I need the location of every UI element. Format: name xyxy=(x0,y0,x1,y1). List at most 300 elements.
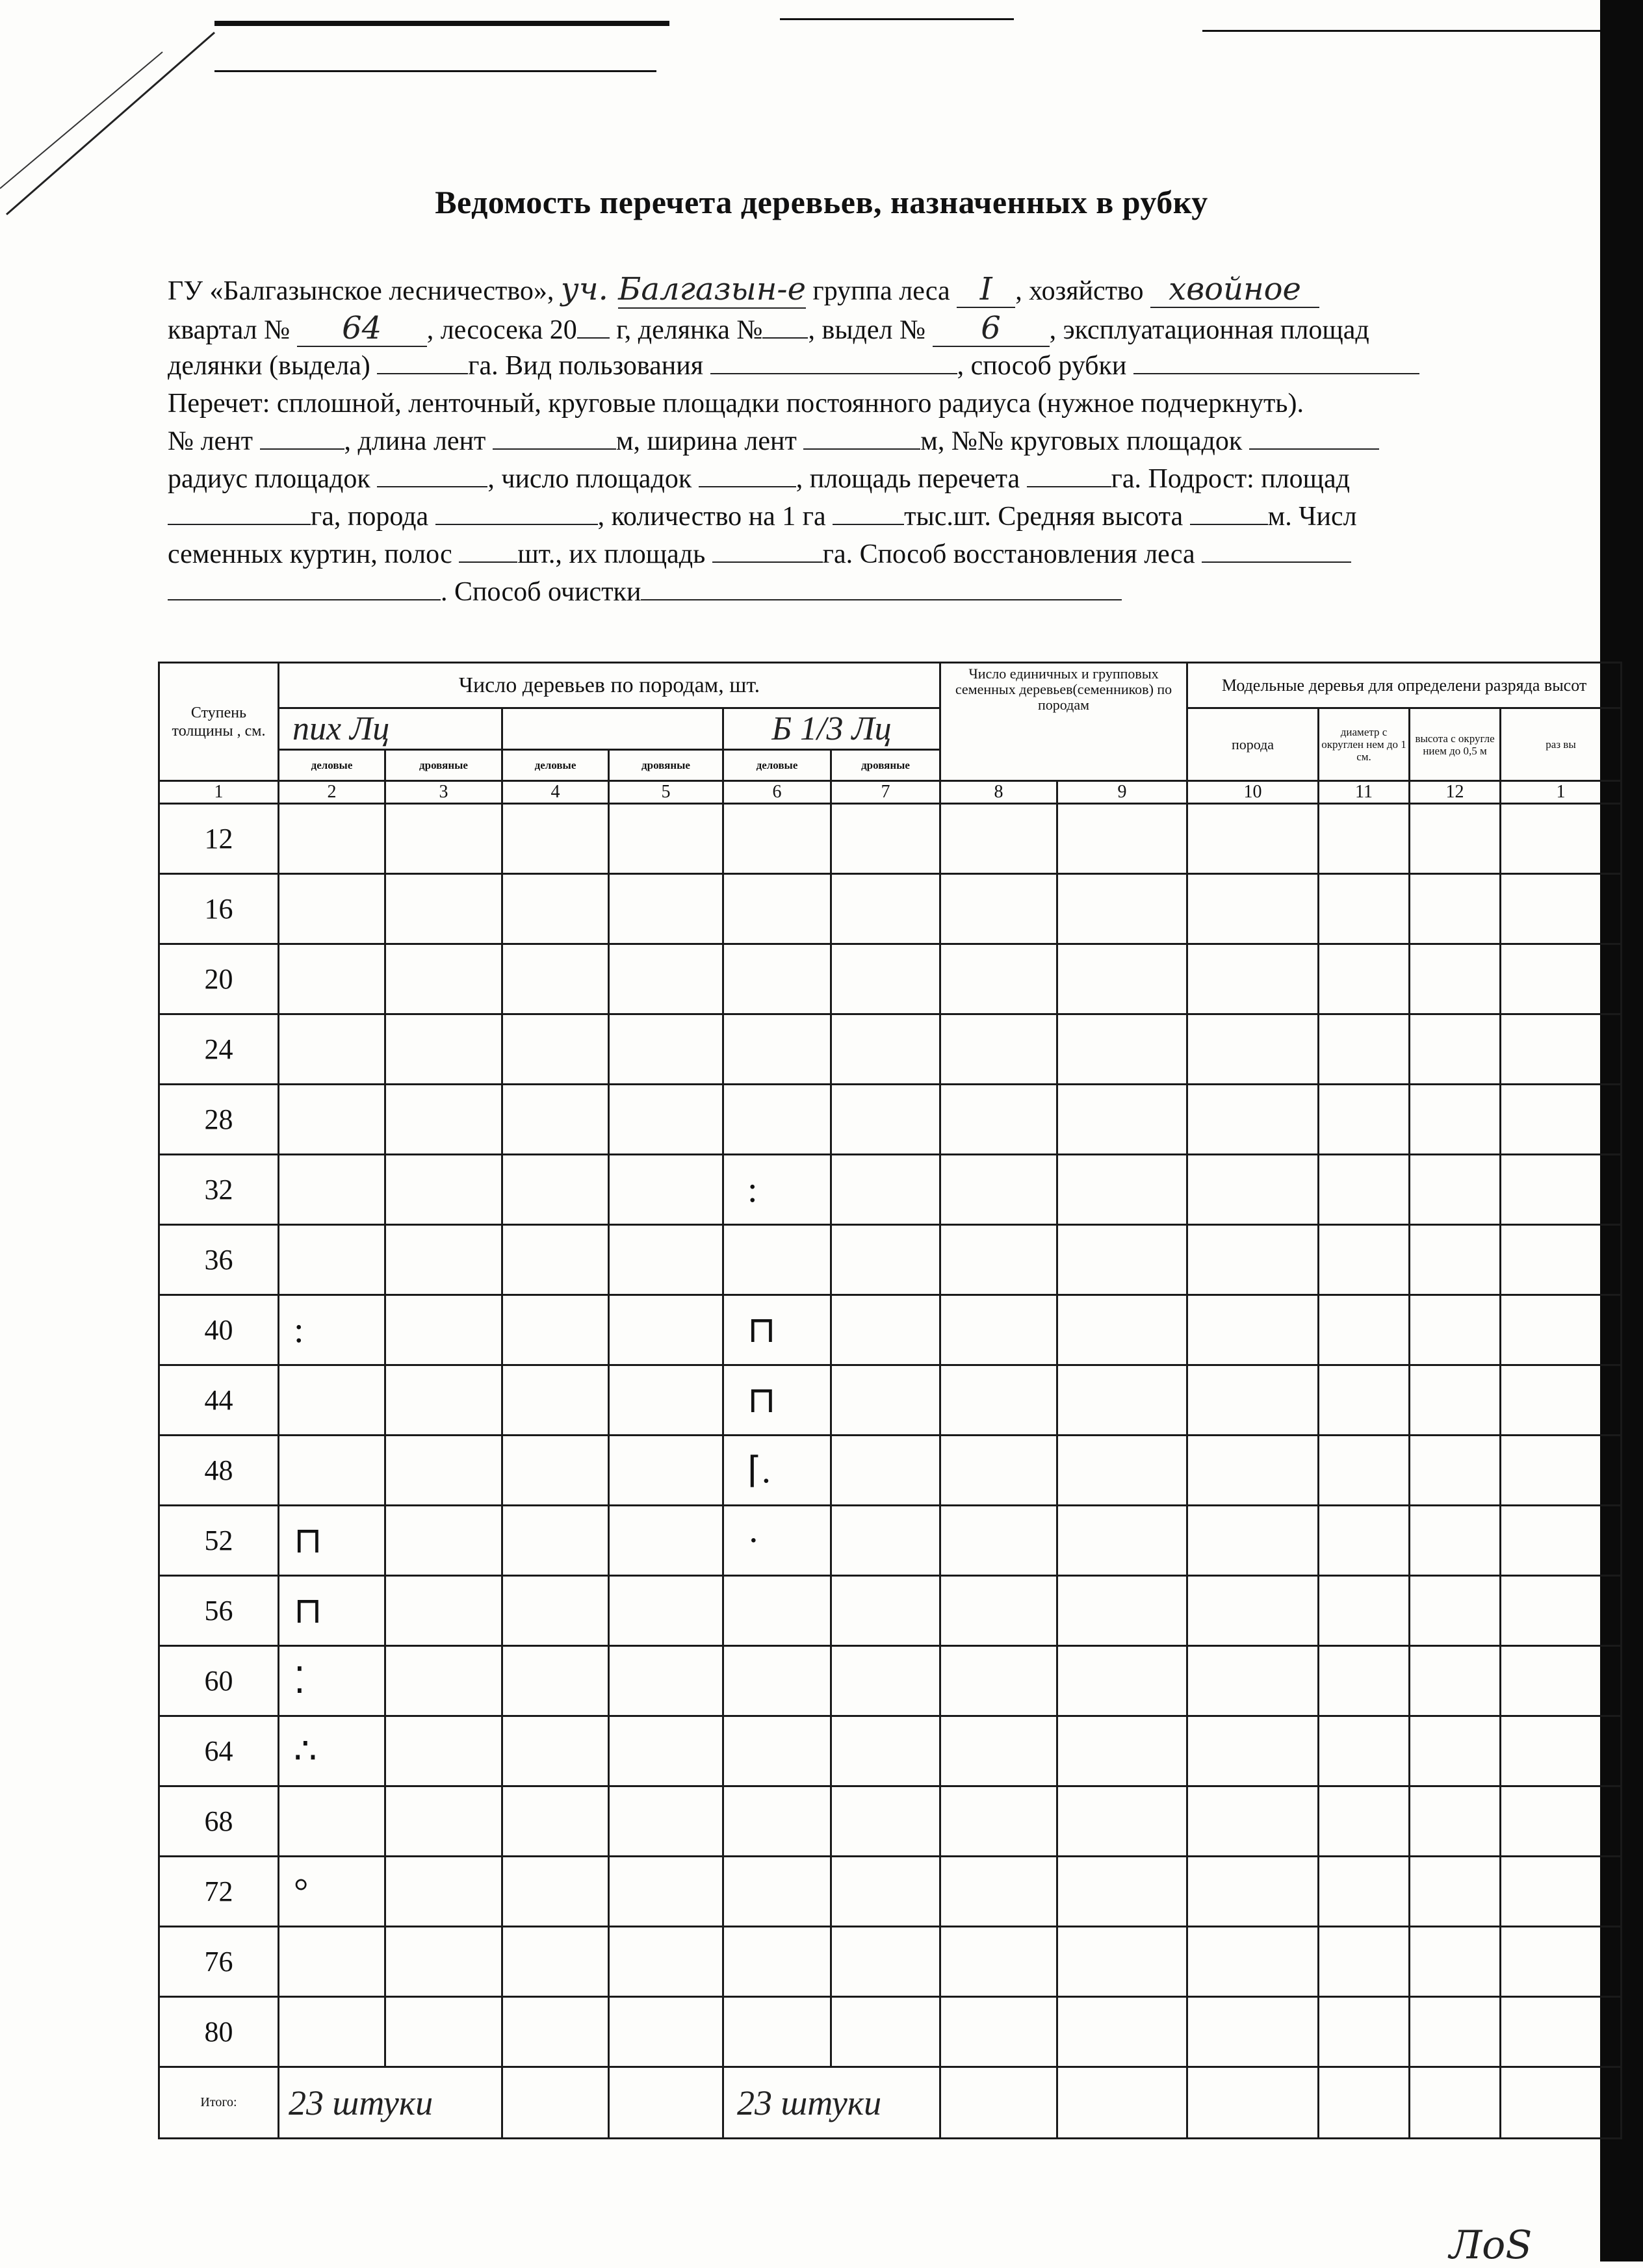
empty-cell xyxy=(1057,1085,1187,1155)
step-value: 68 xyxy=(159,1786,279,1857)
empty-cell xyxy=(831,1365,940,1436)
tally-col6 xyxy=(723,1716,831,1786)
empty-cell xyxy=(831,1576,940,1646)
table-row xyxy=(159,1506,1622,1576)
delyanka-area-label: делянки (выдела) xyxy=(168,351,378,381)
table-row xyxy=(159,1997,1622,2067)
table-body xyxy=(159,804,1622,2067)
undergrowth-area-blank xyxy=(168,502,311,525)
drovyanye-3: дровяные xyxy=(831,750,940,781)
tally-col2: ∴ xyxy=(279,1716,385,1786)
itogo-empty xyxy=(1410,2067,1501,2139)
empty-cell xyxy=(1410,1085,1501,1155)
tally-col6: ⊓ xyxy=(723,1295,831,1365)
table-row xyxy=(159,1365,1622,1436)
empty-cell xyxy=(1057,874,1187,944)
empty-cell xyxy=(1187,1155,1319,1225)
empty-cell xyxy=(1057,1295,1187,1365)
empty-cell xyxy=(1410,1436,1501,1506)
restoration-cont-blank xyxy=(168,577,441,600)
empty-cell xyxy=(831,1716,940,1786)
empty-cell xyxy=(940,874,1057,944)
empty-cell xyxy=(1319,1786,1410,1857)
empty-cell xyxy=(385,1014,502,1085)
usage-type-label: га. Вид пользования xyxy=(468,351,710,381)
empty-cell xyxy=(940,1506,1057,1576)
empty-cell xyxy=(609,804,723,874)
empty-cell xyxy=(1057,1927,1187,1997)
empty-cell xyxy=(385,1857,502,1927)
empty-cell xyxy=(831,1857,940,1927)
table-row xyxy=(159,1436,1622,1506)
tally-col6 xyxy=(723,874,831,944)
scan-artifact-top-right xyxy=(780,18,1014,20)
empty-cell xyxy=(1187,1436,1319,1506)
lent-blank xyxy=(260,426,344,450)
empty-cell xyxy=(940,1576,1057,1646)
empty-cell xyxy=(609,1646,723,1716)
step-value: 16 xyxy=(159,874,279,944)
step-value: 52 xyxy=(159,1506,279,1576)
empty-cell xyxy=(385,944,502,1014)
strips-area-blank xyxy=(712,539,823,563)
empty-cell xyxy=(609,1155,723,1225)
empty-cell xyxy=(1501,1365,1622,1436)
plot-count-label: , число площадок xyxy=(487,464,699,494)
empty-cell xyxy=(1501,1716,1622,1786)
empty-cell xyxy=(1319,1997,1410,2067)
step-value: 72 xyxy=(159,1857,279,1927)
empty-cell xyxy=(385,1576,502,1646)
empty-cell xyxy=(502,1085,609,1155)
tally-col6 xyxy=(723,1857,831,1927)
tally-col6 xyxy=(723,1085,831,1155)
empty-cell xyxy=(1410,1225,1501,1295)
table-row xyxy=(159,1085,1622,1155)
table-row xyxy=(159,1576,1622,1646)
header-line-2 xyxy=(168,311,1643,348)
empty-cell xyxy=(940,1225,1057,1295)
col-number: 6 xyxy=(723,781,831,804)
empty-cell xyxy=(1501,1295,1622,1365)
empty-cell xyxy=(609,1576,723,1646)
tally-col6 xyxy=(723,1576,831,1646)
species-3: Б 1/3 Лц xyxy=(723,708,940,750)
empty-cell xyxy=(1057,1786,1187,1857)
forest-group-label: группа леса xyxy=(812,276,957,306)
col-step-header: Ступень толщины , см. xyxy=(159,663,279,781)
empty-cell xyxy=(1319,1014,1410,1085)
empty-cell xyxy=(940,1857,1057,1927)
empty-cell xyxy=(1057,1716,1187,1786)
table-row xyxy=(159,1014,1622,1085)
empty-cell xyxy=(1501,1225,1622,1295)
page-title: Ведомость перечета деревьев, назначенных в рубку xyxy=(435,184,1208,220)
empty-cell xyxy=(1319,1365,1410,1436)
empty-cell xyxy=(831,1014,940,1085)
empty-cell xyxy=(1187,804,1319,874)
cutting-method-label: , способ рубки xyxy=(957,351,1133,381)
empty-cell xyxy=(385,874,502,944)
empty-cell xyxy=(502,1014,609,1085)
empty-cell xyxy=(385,1716,502,1786)
empty-cell xyxy=(1410,1857,1501,1927)
empty-cell xyxy=(1410,1506,1501,1576)
delovye-1: деловые xyxy=(279,750,385,781)
empty-cell xyxy=(1410,1716,1501,1786)
table-row xyxy=(159,944,1622,1014)
tally-col2 xyxy=(279,1014,385,1085)
empty-cell xyxy=(940,1436,1057,1506)
empty-cell xyxy=(1057,1436,1187,1506)
uch-value: Балгазын-е xyxy=(618,271,806,307)
table-row xyxy=(159,804,1622,874)
step-value: 24 xyxy=(159,1014,279,1085)
empty-cell xyxy=(1410,1155,1501,1225)
usage-blank xyxy=(710,351,957,374)
itogo-empty xyxy=(1187,2067,1319,2139)
empty-cell xyxy=(1319,1927,1410,1997)
empty-cell xyxy=(831,1786,940,1857)
table-row xyxy=(159,1225,1622,1295)
step-value: 80 xyxy=(159,1997,279,2067)
header-line-9 xyxy=(168,574,1643,610)
empty-cell xyxy=(1319,1716,1410,1786)
avg-height-label: тыс.шт. Средняя высота xyxy=(904,502,1190,532)
empty-cell xyxy=(1187,1646,1319,1716)
per-ha-blank xyxy=(833,502,904,525)
col-number: 2 xyxy=(279,781,385,804)
tally-col6 xyxy=(723,1927,831,1997)
col-number: 9 xyxy=(1057,781,1187,804)
empty-cell xyxy=(385,1085,502,1155)
header-line-4: Перечет: сплошной, ленточный, круговые площадки постоянного радиуса (нужное подчеркнуть). xyxy=(168,389,1304,419)
empty-cell xyxy=(385,1997,502,2067)
empty-cell xyxy=(502,1786,609,1857)
tally-col2 xyxy=(279,944,385,1014)
empty-cell xyxy=(385,1436,502,1506)
empty-cell xyxy=(940,1365,1057,1436)
empty-cell xyxy=(1057,1365,1187,1436)
empty-cell xyxy=(502,874,609,944)
razr-header: раз вы xyxy=(1501,708,1622,781)
diam-header: диаметр с округлен нем до 1 см. xyxy=(1319,708,1410,781)
header-line-3 xyxy=(168,348,1643,383)
videl-value: 6 xyxy=(933,311,1050,347)
header-line-7 xyxy=(168,499,1643,534)
kvartal-value: 64 xyxy=(297,311,427,347)
width-blank xyxy=(803,426,920,450)
lesoseka-blank xyxy=(577,315,610,339)
scan-artifact-top-far xyxy=(1202,30,1605,32)
tally-col6 xyxy=(723,1014,831,1085)
tree-count-table xyxy=(158,662,1622,2139)
empty-cell xyxy=(1410,804,1501,874)
tally-col2: ° xyxy=(279,1857,385,1927)
empty-cell xyxy=(1410,1365,1501,1436)
tally-col6 xyxy=(723,1225,831,1295)
forest-group-value: I xyxy=(957,272,1015,308)
empty-cell xyxy=(1501,1786,1622,1857)
empty-cell xyxy=(609,1365,723,1436)
tally-col2 xyxy=(279,1225,385,1295)
empty-cell xyxy=(1319,944,1410,1014)
count-blank xyxy=(699,464,796,487)
table-row xyxy=(159,1786,1622,1857)
empty-cell xyxy=(609,1997,723,2067)
empty-cell xyxy=(940,804,1057,874)
species-1: пих Лц xyxy=(279,708,502,750)
empty-cell xyxy=(609,1014,723,1085)
empty-cell xyxy=(502,944,609,1014)
empty-cell xyxy=(502,1997,609,2067)
empty-cell xyxy=(831,1997,940,2067)
header-line-1 xyxy=(168,272,1643,309)
empty-cell xyxy=(1410,1997,1501,2067)
empty-cell xyxy=(502,1436,609,1506)
empty-cell xyxy=(1187,1927,1319,1997)
table-row xyxy=(159,1155,1622,1225)
col-number: 8 xyxy=(940,781,1057,804)
empty-cell xyxy=(502,1365,609,1436)
empty-cell xyxy=(609,1506,723,1576)
empty-cell xyxy=(831,1646,940,1716)
tally-col2: ⁚ xyxy=(279,1646,385,1716)
step-value: 48 xyxy=(159,1436,279,1506)
empty-cell xyxy=(502,1716,609,1786)
empty-cell xyxy=(502,1506,609,1576)
empty-cell xyxy=(1187,1295,1319,1365)
empty-cell xyxy=(1410,1786,1501,1857)
empty-cell xyxy=(1319,1576,1410,1646)
species-label: га, порода xyxy=(311,502,435,532)
radius-blank xyxy=(377,464,487,487)
empty-cell xyxy=(385,1365,502,1436)
empty-cell xyxy=(940,1927,1057,1997)
itogo-col6: 23 штуки xyxy=(723,2067,940,2139)
empty-cell xyxy=(1501,1927,1622,1997)
empty-cell xyxy=(1057,1576,1187,1646)
empty-cell xyxy=(1187,874,1319,944)
kvartal-label: квартал № xyxy=(168,315,297,345)
plot-radius-label: радиус площадок xyxy=(168,464,378,494)
count-area-blank xyxy=(1027,464,1111,487)
empty-cell xyxy=(1187,1506,1319,1576)
table-row xyxy=(159,874,1622,944)
step-value: 40 xyxy=(159,1295,279,1365)
cleaning-blank xyxy=(641,577,1122,600)
seed-count-label: м. Числ xyxy=(1267,502,1357,532)
itogo-empty xyxy=(1501,2067,1622,2139)
header-line-8 xyxy=(168,537,1643,572)
step-value: 32 xyxy=(159,1155,279,1225)
empty-cell xyxy=(609,1786,723,1857)
empty-cell xyxy=(1187,944,1319,1014)
step-value: 76 xyxy=(159,1927,279,1997)
empty-cell xyxy=(1410,1927,1501,1997)
tally-col2: ⊓ xyxy=(279,1576,385,1646)
empty-cell xyxy=(940,1155,1057,1225)
tally-col2 xyxy=(279,804,385,874)
empty-cell xyxy=(1410,1576,1501,1646)
col-number: 7 xyxy=(831,781,940,804)
empty-cell xyxy=(1319,1295,1410,1365)
tally-col2: ⊓ xyxy=(279,1506,385,1576)
empty-cell xyxy=(1057,1506,1187,1576)
itogo-label: Итого: xyxy=(159,2067,279,2139)
empty-cell xyxy=(1057,1857,1187,1927)
empty-cell xyxy=(1501,1436,1622,1506)
col-number: 5 xyxy=(609,781,723,804)
species-2 xyxy=(502,708,723,750)
itogo-empty xyxy=(609,2067,723,2139)
corner-mark: ЛоS xyxy=(1449,2223,1533,2268)
empty-cell xyxy=(1319,1436,1410,1506)
empty-cell xyxy=(831,944,940,1014)
header-line-6 xyxy=(168,461,1643,496)
table-row xyxy=(159,1927,1622,1997)
tally-col6: : xyxy=(723,1155,831,1225)
empty-cell xyxy=(940,944,1057,1014)
step-value: 36 xyxy=(159,1225,279,1295)
delyanka-blank xyxy=(762,315,808,339)
empty-cell xyxy=(1057,1155,1187,1225)
tally-col6: ⌈. xyxy=(723,1436,831,1506)
empty-cell xyxy=(940,1646,1057,1716)
delovye-2: деловые xyxy=(502,750,609,781)
itogo-empty xyxy=(1319,2067,1410,2139)
empty-cell xyxy=(831,874,940,944)
empty-cell xyxy=(385,1646,502,1716)
tally-col2 xyxy=(279,1786,385,1857)
empty-cell xyxy=(1187,1997,1319,2067)
tally-col2: : xyxy=(279,1295,385,1365)
lesoseka-label: , лесосека 20 xyxy=(426,315,577,345)
col-number: 1 xyxy=(1501,781,1622,804)
step-value: 64 xyxy=(159,1716,279,1786)
step-value: 56 xyxy=(159,1576,279,1646)
empty-cell xyxy=(502,1857,609,1927)
empty-cell xyxy=(1057,1014,1187,1085)
table-row xyxy=(159,1646,1622,1716)
col-number: 11 xyxy=(1319,781,1410,804)
economy-value: хвойное xyxy=(1150,272,1319,308)
table-row xyxy=(159,1716,1622,1786)
tally-col6: ⊓ xyxy=(723,1365,831,1436)
drovyanye-2: дровяные xyxy=(609,750,723,781)
empty-cell xyxy=(1501,1014,1622,1085)
empty-cell xyxy=(609,944,723,1014)
step-value: 12 xyxy=(159,804,279,874)
empty-cell xyxy=(385,1786,502,1857)
tally-col2 xyxy=(279,874,385,944)
empty-cell xyxy=(1187,1225,1319,1295)
empty-cell xyxy=(831,1295,940,1365)
empty-cell xyxy=(1501,1576,1622,1646)
empty-cell xyxy=(1501,1155,1622,1225)
col-number: 10 xyxy=(1187,781,1319,804)
empty-cell xyxy=(1187,1857,1319,1927)
tally-col2 xyxy=(279,1997,385,2067)
empty-cell xyxy=(1501,1085,1622,1155)
empty-cell xyxy=(1187,1786,1319,1857)
itogo-empty xyxy=(940,2067,1057,2139)
step-value: 28 xyxy=(159,1085,279,1155)
cutting-blank xyxy=(1133,351,1419,374)
empty-cell xyxy=(609,1857,723,1927)
tally-col2 xyxy=(279,1155,385,1225)
itogo-empty xyxy=(1057,2067,1187,2139)
empty-cell xyxy=(502,1646,609,1716)
length-blank xyxy=(493,426,616,450)
col-number: 1 xyxy=(159,781,279,804)
strips-blank xyxy=(459,539,517,563)
empty-cell xyxy=(831,1085,940,1155)
step-value: 44 xyxy=(159,1365,279,1436)
empty-cell xyxy=(385,1295,502,1365)
empty-cell xyxy=(609,1085,723,1155)
poroda-header: порода xyxy=(1187,708,1319,781)
delovye-3: деловые xyxy=(723,750,831,781)
plots-blank xyxy=(1249,426,1379,450)
itogo-col2: 23 штуки xyxy=(279,2067,502,2139)
step-value: 20 xyxy=(159,944,279,1014)
empty-cell xyxy=(502,1225,609,1295)
empty-cell xyxy=(1319,1085,1410,1155)
table-row xyxy=(159,1295,1622,1365)
delyanka-label: г, делянка № xyxy=(609,315,763,345)
empty-cell xyxy=(1057,804,1187,874)
seed-strips-label: семенных куртин, полос xyxy=(168,539,459,569)
cleaning-label: . Способ очистки xyxy=(441,577,641,607)
column-numbers-row xyxy=(159,781,1622,804)
empty-cell xyxy=(1319,1646,1410,1716)
table-row xyxy=(159,1857,1622,1927)
empty-cell xyxy=(1410,1646,1501,1716)
empty-cell xyxy=(1501,1646,1622,1716)
tally-col2 xyxy=(279,1436,385,1506)
empty-cell xyxy=(1501,804,1622,874)
empty-cell xyxy=(1187,1576,1319,1646)
empty-cell xyxy=(940,1786,1057,1857)
empty-cell xyxy=(940,1716,1057,1786)
empty-cell xyxy=(1187,1085,1319,1155)
empty-cell xyxy=(1319,1857,1410,1927)
empty-cell xyxy=(385,804,502,874)
empty-cell xyxy=(502,1576,609,1646)
empty-cell xyxy=(502,804,609,874)
empty-cell xyxy=(1057,1225,1187,1295)
empty-cell xyxy=(1187,1716,1319,1786)
empty-cell xyxy=(1501,944,1622,1014)
tally-col6 xyxy=(723,1786,831,1857)
count-area-label: , площадь перечета xyxy=(796,464,1027,494)
tally-col2 xyxy=(279,1927,385,1997)
empty-cell xyxy=(609,1225,723,1295)
empty-cell xyxy=(502,1927,609,1997)
empty-cell xyxy=(1319,1155,1410,1225)
empty-cell xyxy=(1319,1506,1410,1576)
header-line-5 xyxy=(168,424,1643,459)
empty-cell xyxy=(1501,874,1622,944)
drovyanye-1: дровяные xyxy=(385,750,502,781)
empty-cell xyxy=(1410,1295,1501,1365)
undergrowth-label: га. Подрост: площад xyxy=(1111,464,1351,494)
lent-number-label: № лент xyxy=(168,426,260,456)
tally-col6: · xyxy=(723,1506,831,1576)
empty-cell xyxy=(609,1436,723,1506)
empty-cell xyxy=(831,1927,940,1997)
